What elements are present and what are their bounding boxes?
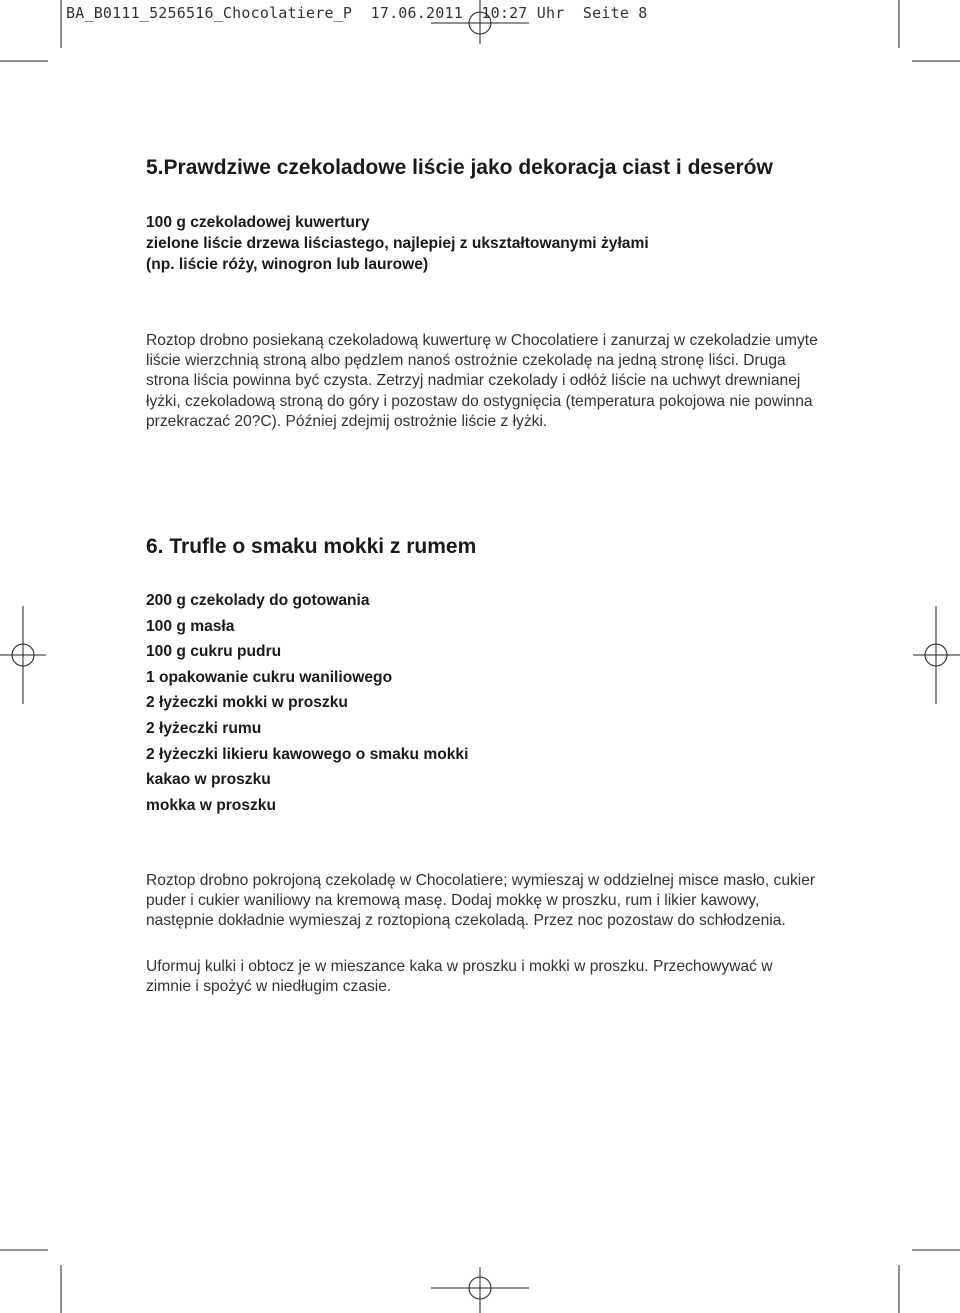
- section-5-instructions: Roztop drobno posiekaną czekoladową kuwerturę w Chocolatiere i zanurzaj w czekoladzie umyte liście wierzchnią stroną albo pędzlem nanoś ostrożnie czekoladę na jedną stronę liści. Druga strona liścia powinna być czysta. Zetrzyj nadmiar czekolady i odłóż liście na uchwyt drewnianej łyżki, czekoladową stroną do góry i pozostaw do ostygnięcia (temperatura pokojowa nie powinna przekraczać 20?C). Później zdejmij ostrożnie liście z łyżki.: [146, 332, 818, 430]
- registration-mark: [431, 1267, 529, 1313]
- section-5-title: 5.Prawdziwe czekoladowe liście jako dekoracja ciast i deserów: [146, 156, 773, 179]
- section-6-ingredients: [146, 590, 818, 820]
- ingredient-line: 2 łyżeczki likieru kawowego o smaku mokki: [146, 745, 469, 763]
- ingredient-line: 200 g czekolady do gotowania: [146, 592, 370, 609]
- ingredient-line: 2 łyżeczki rumu: [146, 719, 262, 737]
- section-6-instructions-2: Uformuj kulki i obtocz je w mieszance kaka w proszku i mokki w proszku. Przechowywać w zimnie i spożyć w niedługim czasie.: [146, 958, 773, 996]
- ingredient-line: 1 opakowanie cukru waniliowego: [146, 668, 393, 686]
- section-6-instructions-1: Roztop drobno pokrojoną czekoladę w Chocolatiere; wymieszaj w oddzielnej misce masło, cukier puder i cukier waniliowy na kremową masę. Dodaj mokkę w proszku, rum i likier kawowy, następnie dokładnie wymieszaj z roztopioną czekoladą. Przez noc pozostaw do schłodzenia.: [146, 872, 816, 930]
- ingredient-line: (np. liście róży, winogron lub laurowe): [146, 256, 429, 273]
- ingredient-line: 100 g masła: [146, 617, 235, 635]
- ingredient-line: 100 g cukru pudru: [146, 643, 282, 661]
- print-slug: BA_B0111_5256516_Chocolatiere_P 17.06.2011 10:27 Uhr Seite 8: [66, 4, 648, 22]
- ingredient-line: zielone liście drzewa liściastego, najlepiej z ukształtowanymi żyłami: [146, 235, 649, 252]
- ingredient-line: kakao w proszku: [146, 771, 271, 789]
- ingredient-line: 100 g czekoladowej kuwertury: [146, 214, 370, 231]
- registration-mark: [913, 606, 960, 704]
- registration-mark: [0, 606, 46, 704]
- section-5-ingredients: [146, 212, 818, 275]
- section-6-title: 6. Trufle o smaku mokki z rumem: [146, 535, 477, 558]
- ingredient-line: 2 łyżeczki mokki w proszku: [146, 694, 348, 712]
- ingredient-line: mokka w proszku: [146, 796, 276, 814]
